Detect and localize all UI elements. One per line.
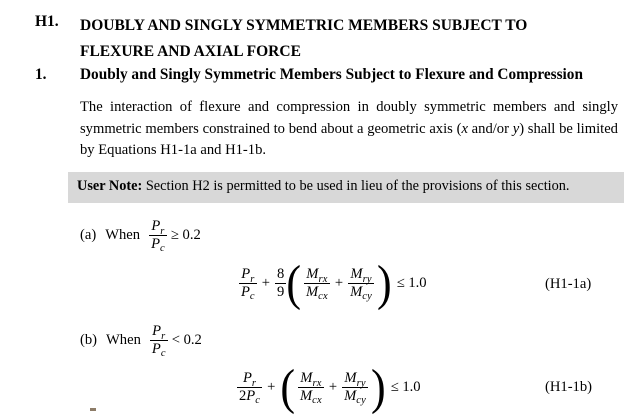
eq-b-pc-base: P	[246, 387, 256, 404]
variable-x: x	[461, 120, 468, 137]
eq-b-mrx-sub: rx	[312, 377, 322, 389]
eq-b-pc-sub: c	[255, 395, 261, 406]
equation-tag-h1-1a: (H1-1a)	[545, 276, 592, 292]
pr-sub-b: r	[161, 330, 166, 342]
paragraph-part2: and/or	[467, 120, 513, 137]
eq-a-pc-sub: c	[249, 291, 255, 302]
user-note-text: Section H2 is permitted to be used in lieu of the provisions of this section.	[142, 178, 570, 194]
eq-b-den-coef: 2	[239, 387, 247, 404]
eq-a-mcy-sub: cy	[362, 291, 373, 302]
eq-a-plus-1: +	[261, 274, 271, 291]
eq-a-mcy-base: M	[350, 283, 363, 300]
eq-a-fraction-pr-pc	[239, 266, 257, 300]
eq-b-mcx-base: M	[299, 387, 313, 404]
subsection-1-label: 1.	[35, 66, 47, 83]
eq-a-fraction-mrx-mcx	[304, 266, 330, 300]
eq-b-mrx-base: M	[300, 370, 313, 387]
paragraph-part3: ) shall be limited by Equations H1-1a and H1-1b.	[80, 120, 618, 159]
eq-a-mcx-sub: cx	[318, 291, 328, 302]
eq-b-mry-sub: ry	[356, 377, 366, 389]
equation-h1-1a	[239, 255, 427, 311]
eq-a-pc-base: P	[241, 283, 250, 300]
eq-a-coef-num: 8	[277, 266, 285, 283]
condition-a-when: When	[105, 226, 141, 243]
eq-b-left-paren: (	[280, 359, 295, 415]
eq-b-pr-sub: r	[251, 377, 257, 389]
eq-a-mrx-sub: rx	[318, 273, 328, 285]
eq-b-plus-1: +	[267, 378, 276, 395]
condition-b-when: When	[106, 331, 141, 348]
eq-a-pr-base: P	[241, 266, 251, 283]
paragraph-part1: The interaction of flexure and compression in doubly symmetric members and singly symmetric members constrained to bend about a geometric axis (	[80, 99, 618, 137]
eq-a-limit: ≤ 1.0	[396, 274, 427, 291]
eq-b-limit: ≤ 1.0	[390, 378, 421, 395]
section-h1-title-line2: FLEXURE AND AXIAL FORCE	[80, 42, 301, 60]
eq-b-mcx-sub: cx	[312, 395, 322, 406]
eq-b-fraction-mrx-mcx	[298, 370, 324, 404]
condition-b-fraction-pr-pc	[150, 323, 168, 357]
eq-a-fraction-8-9	[275, 266, 286, 300]
section-h1-title	[80, 13, 628, 64]
condition-a-label: (a)	[80, 226, 97, 243]
eq-a-fraction-mry-mcy	[348, 266, 374, 300]
condition-a-fraction-pr-pc	[149, 218, 167, 252]
equation-h1-1b	[237, 361, 421, 413]
pc-base-b: P	[151, 340, 161, 357]
user-note-box	[68, 172, 624, 203]
pc-sub: c	[159, 243, 165, 254]
pc-sub-b: c	[160, 348, 166, 359]
eq-b-mcy-base: M	[344, 387, 357, 404]
eq-a-plus-2: +	[334, 274, 344, 291]
condition-b	[80, 320, 202, 360]
condition-a-comparison: ≥ 0.2	[170, 226, 201, 243]
page-bottom-artifact	[90, 408, 96, 411]
eq-b-mcy-sub: cy	[356, 395, 367, 406]
pr-base-b: P	[152, 323, 162, 340]
eq-b-fraction-mry-mcy	[342, 370, 368, 404]
pr-base: P	[151, 218, 161, 235]
pr-sub: r	[160, 225, 165, 237]
eq-b-right-paren: )	[371, 359, 386, 415]
eq-b-pr-base: P	[242, 370, 252, 387]
eq-b-fraction-pr-2pc	[237, 370, 262, 404]
eq-a-mry-sub: ry	[362, 273, 372, 285]
condition-a	[80, 215, 201, 255]
subsection-1-title: Doubly and Singly Symmetric Members Subject to Flexure and Compression	[80, 66, 583, 83]
condition-b-comparison: < 0.2	[171, 331, 202, 348]
section-h1-label: H1.	[35, 13, 59, 30]
eq-a-pr-sub: r	[250, 273, 255, 285]
equation-tag-h1-1b: (H1-1b)	[545, 379, 593, 395]
eq-a-mrx-base: M	[306, 266, 319, 283]
eq-a-left-paren: (	[286, 255, 301, 311]
condition-b-label: (b)	[80, 331, 98, 348]
body-paragraph	[80, 97, 618, 162]
eq-b-plus-2: +	[328, 378, 338, 395]
eq-a-mry-base: M	[350, 266, 363, 283]
eq-b-mry-base: M	[344, 370, 357, 387]
eq-a-right-paren: )	[377, 255, 392, 311]
variable-y: y	[512, 120, 520, 137]
eq-a-coef-den: 9	[277, 283, 285, 300]
pc-base: P	[151, 235, 160, 252]
user-note-label: User Note:	[77, 178, 143, 194]
section-h1-title-line1: DOUBLY AND SINGLY SYMMETRIC MEMBERS SUBJECT TO	[80, 17, 528, 34]
eq-a-mcx-base: M	[305, 283, 319, 300]
